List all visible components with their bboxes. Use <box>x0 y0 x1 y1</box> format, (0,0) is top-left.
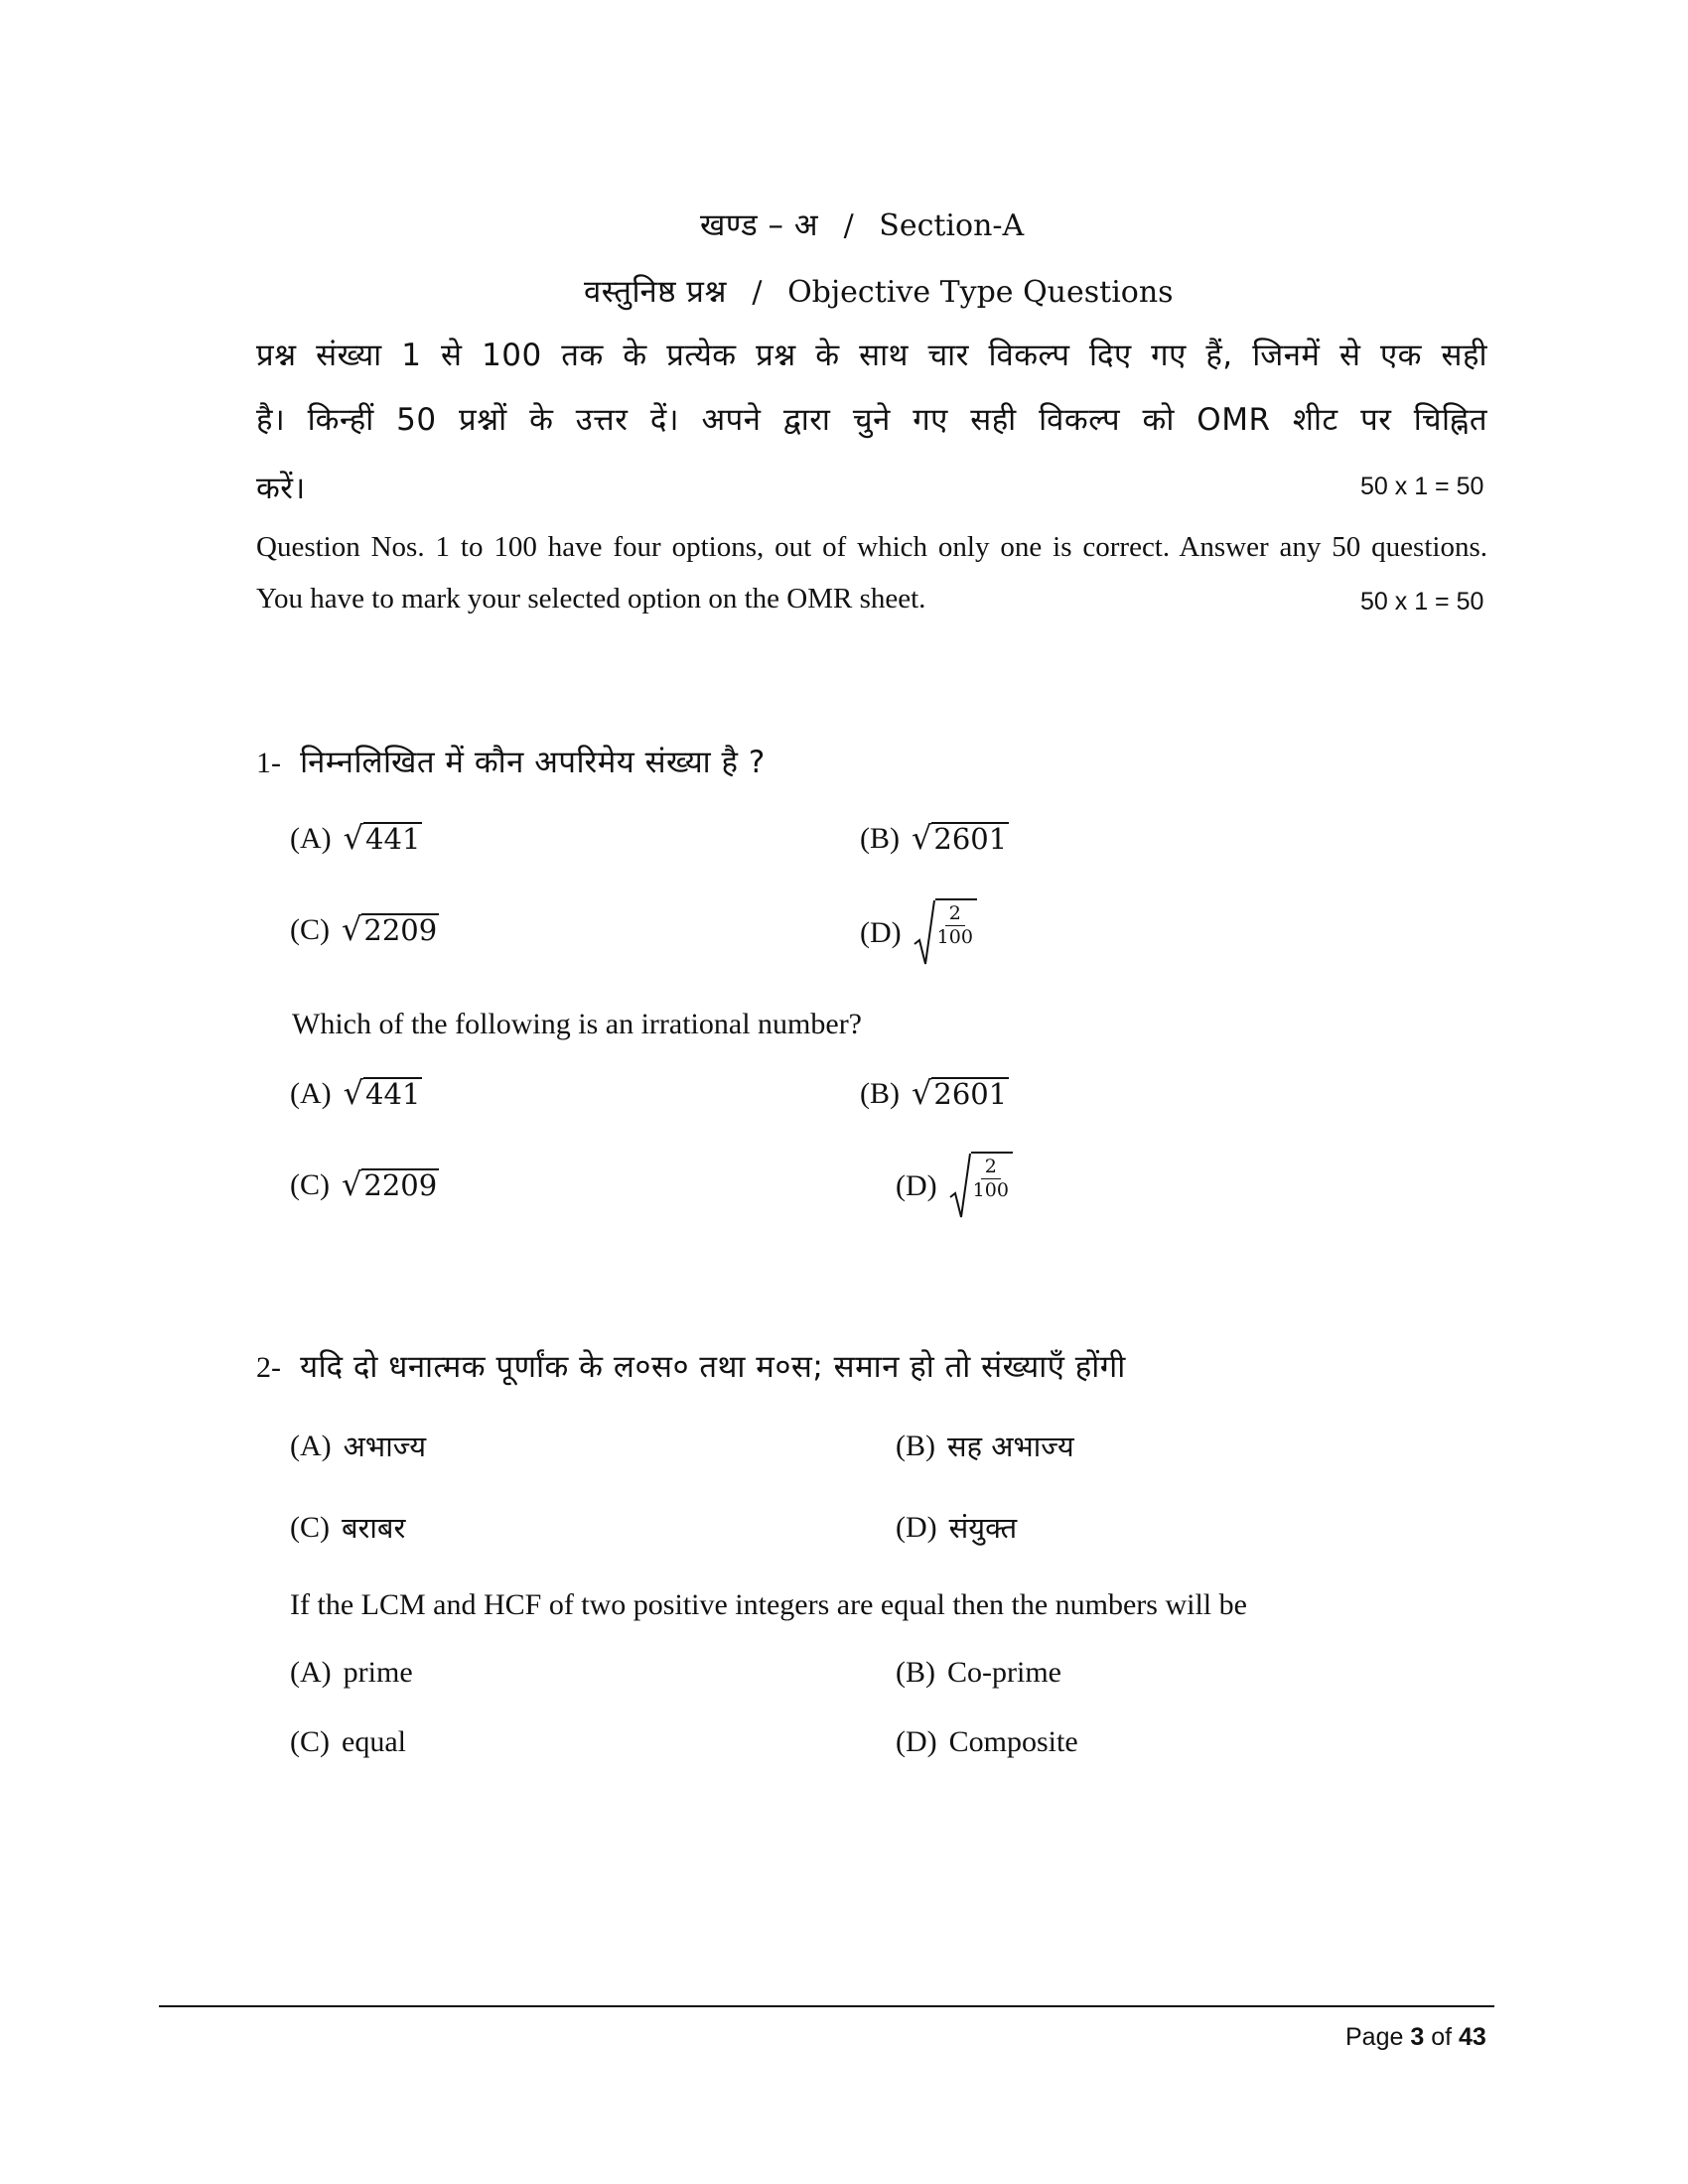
option-label: (D) <box>860 916 902 949</box>
option-text: equal <box>342 1725 406 1758</box>
option-label: (A) <box>290 1429 332 1462</box>
option-label: (C) <box>290 1168 330 1201</box>
radicand: 2209 <box>363 1168 438 1203</box>
section-subtitle <box>584 270 1174 312</box>
instructions-hi-marks: 50 x 1 = 50 <box>1360 473 1484 500</box>
option-label: (C) <box>290 1725 330 1758</box>
page-current: 3 <box>1410 2023 1425 2051</box>
radicand: 441 <box>365 822 421 857</box>
option-text: अभाज्य <box>343 1430 427 1463</box>
sqrt-expression: √ 2209 <box>342 910 438 949</box>
q1-hi-option-d[interactable] <box>860 898 977 968</box>
sqrt-fraction <box>949 1152 1013 1221</box>
option-text: बराबर <box>342 1511 406 1545</box>
option-label: (B) <box>860 822 900 855</box>
fraction-numerator: 2 <box>945 902 965 926</box>
option-label: (D) <box>896 1725 937 1758</box>
q1-en-option-d[interactable] <box>896 1152 1013 1221</box>
fraction-denominator: 100 <box>972 1178 1009 1201</box>
section-title-slash: / <box>843 208 854 243</box>
page-number <box>1345 2023 1486 2052</box>
instructions-hi-line3: करें। <box>256 471 306 506</box>
question-2-hi <box>256 1345 1126 1387</box>
fraction-denominator: 100 <box>936 925 973 948</box>
option-text: Composite <box>948 1725 1078 1758</box>
fraction-numerator: 2 <box>981 1156 1001 1179</box>
page-total: 43 <box>1459 2023 1486 2051</box>
option-label: (B) <box>896 1656 935 1689</box>
page-word: Page <box>1345 2023 1404 2051</box>
fraction <box>971 1152 1013 1221</box>
q2-hi-option-a[interactable] <box>290 1427 426 1465</box>
instructions-hi-line2: है। किन्हीं 50 प्रश्नों के उत्तर दें। अपने द्वारा चुने गए सही विकल्प को OMR शीट पर चिह्नित <box>256 402 1487 438</box>
question-1-hi <box>256 741 766 782</box>
q2-en-option-a[interactable] <box>290 1656 413 1690</box>
q1-hi-option-c[interactable] <box>290 910 439 949</box>
option-label: (B) <box>860 1077 900 1110</box>
question-1-text-hi: निम्नलिखित में कौन अपरिमेय संख्या है ? <box>300 745 766 780</box>
option-text: सह अभाज्य <box>947 1430 1074 1463</box>
sqrt-expression: √ 2601 <box>912 1074 1008 1113</box>
footer-divider <box>159 2005 1494 2007</box>
option-label: (A) <box>290 1077 332 1110</box>
q1-hi-option-b[interactable] <box>860 819 1009 858</box>
q2-en-option-d[interactable] <box>896 1725 1078 1759</box>
section-subtitle-hi: वस्तुनिष्ठ प्रश्न <box>584 274 727 310</box>
section-subtitle-slash: / <box>752 275 763 310</box>
sqrt-fraction <box>914 898 977 968</box>
option-label: (A) <box>290 1656 332 1689</box>
option-text: Co-prime <box>947 1656 1061 1689</box>
radical-sign <box>914 898 935 968</box>
sqrt-expression: √ 441 <box>343 1074 421 1113</box>
question-1-text-en: Which of the following is an irrational number? <box>292 1008 862 1040</box>
section-title-en: Section-A <box>879 208 1025 243</box>
q2-en-option-b[interactable] <box>896 1656 1061 1690</box>
q1-hi-option-a[interactable] <box>290 819 422 858</box>
q1-en-option-b[interactable] <box>860 1074 1009 1113</box>
option-label: (D) <box>896 1510 937 1544</box>
section-title-hi: खण्ड – अ <box>700 207 819 243</box>
instructions-en-line1: Question Nos. 1 to 100 have four options, out of which only one is correct. Answer any 50 questions. <box>256 531 1487 563</box>
instructions-en-marks: 50 x 1 = 50 <box>1360 588 1484 615</box>
instructions-en-line2: You have to mark your selected option on the OMR sheet. <box>256 583 926 614</box>
option-label: (C) <box>290 913 330 946</box>
section-title <box>700 204 1024 245</box>
option-text: संयुक्त <box>948 1511 1018 1545</box>
q2-en-option-c[interactable] <box>290 1725 406 1759</box>
q1-en-option-c[interactable] <box>290 1165 439 1204</box>
page-of-word: of <box>1431 2023 1453 2051</box>
option-label: (D) <box>896 1169 937 1202</box>
q2-hi-option-c[interactable] <box>290 1508 405 1547</box>
radicand: 2209 <box>363 913 438 948</box>
sqrt-expression: √ 2601 <box>912 819 1008 858</box>
question-2-text-hi: यदि दो धनात्मक पूर्णांक के ल०स० तथा म०स; समान हो तो संख्याएँ होंगी <box>300 1349 1126 1385</box>
section-subtitle-en: Objective Type Questions <box>787 275 1174 310</box>
question-1-number: 1- <box>256 747 281 779</box>
fraction <box>935 898 977 968</box>
radicand: 441 <box>365 1077 421 1112</box>
sqrt-expression: √ 2209 <box>342 1165 438 1204</box>
sqrt-expression: √ 441 <box>343 819 421 858</box>
question-2-text-en: If the LCM and HCF of two positive integers are equal then the numbers will be <box>290 1588 1247 1621</box>
option-label: (C) <box>290 1510 330 1544</box>
q2-hi-option-b[interactable] <box>896 1427 1074 1465</box>
q1-en-option-a[interactable] <box>290 1074 422 1113</box>
question-2-number: 2- <box>256 1351 281 1384</box>
q2-hi-option-d[interactable] <box>896 1508 1017 1547</box>
option-label: (A) <box>290 822 332 855</box>
option-label: (B) <box>896 1429 935 1462</box>
instructions-hi-line1: प्रश्न संख्या 1 से 100 तक के प्रत्येक प्रश्न के साथ चार विकल्प दिए गए हैं, जिनमें से एक सही <box>256 338 1487 373</box>
radical-sign <box>949 1152 971 1221</box>
radicand: 2601 <box>933 1077 1008 1112</box>
option-text: prime <box>343 1656 413 1689</box>
radicand: 2601 <box>933 822 1008 857</box>
